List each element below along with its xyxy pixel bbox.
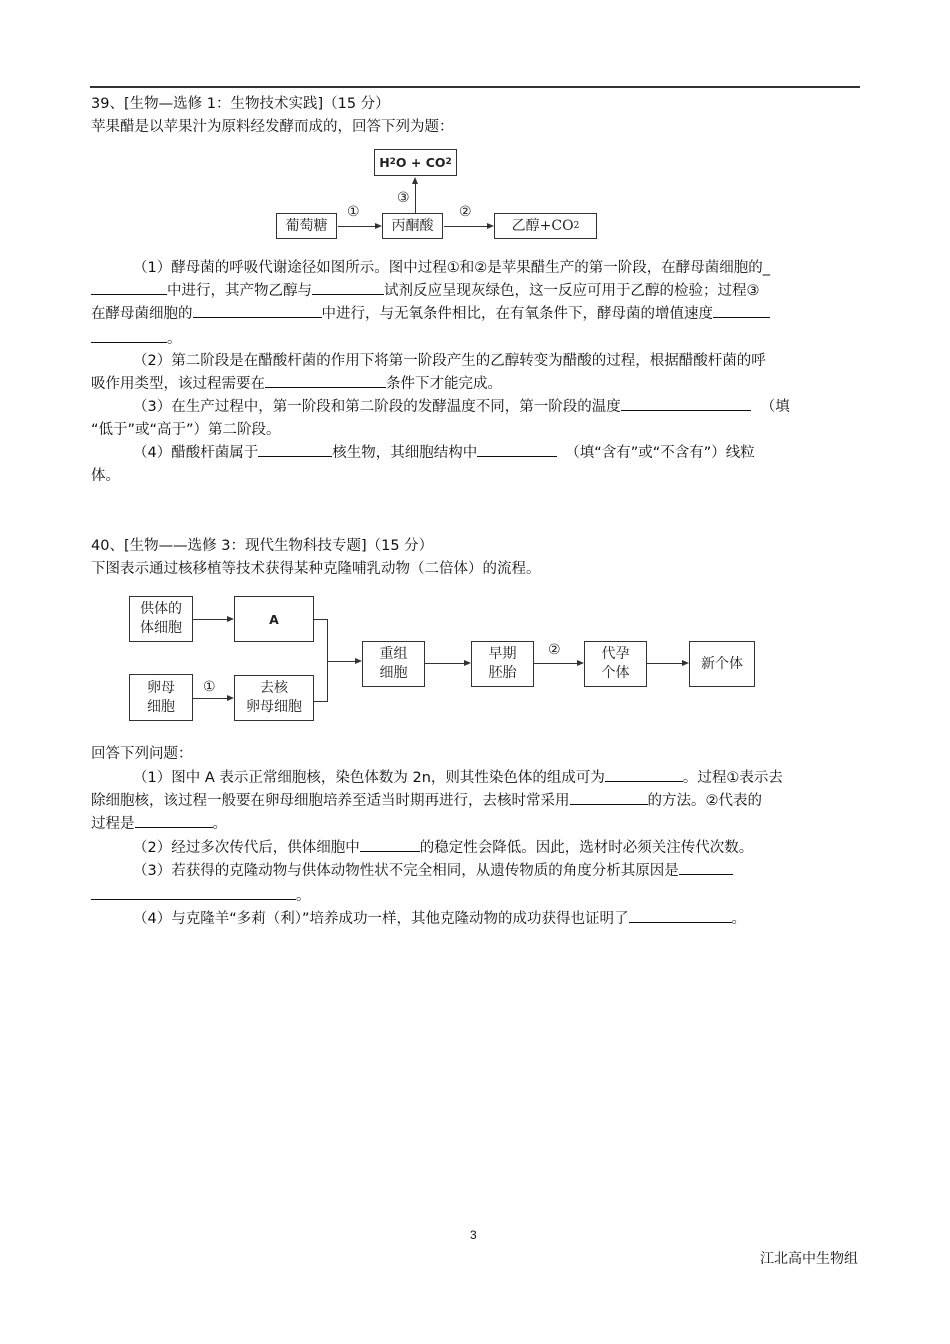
- oocyte-box: 卵母 细胞: [129, 674, 193, 721]
- answer-blank[interactable]: [477, 442, 557, 457]
- arrow-line-1: [338, 226, 375, 227]
- q39-p4-line1: （4）醋酸杆菌属于 核生物，其细胞结构中 （填“含有”或“不含有”）线粒: [133, 442, 755, 465]
- surrogate-box: 代孕 个体: [584, 641, 647, 687]
- footer-author: 江北高中生物组: [760, 1251, 858, 1267]
- arrow-line-donor: [193, 619, 227, 620]
- q39-p3-line1: （3）在生产过程中，第一阶段和第二阶段的发酵温度不同，第一阶段的温度 （填: [133, 396, 790, 419]
- q40-intro: 下图表示通过核移植等技术获得某种克隆哺乳动物（二倍体）的流程。: [91, 561, 541, 577]
- arrow-line-3: [415, 183, 416, 213]
- arrow-head-1: [375, 223, 382, 229]
- arrow-head-enucleate: [227, 695, 234, 701]
- q39-p2-line2: 吸作用类型，该过程需要在 条件下才能完成。: [91, 373, 502, 396]
- q40-p4: （4）与克隆羊“多莉（利）”培养成功一样，其他克隆动物的成功获得也证明了 。: [133, 908, 746, 931]
- ethanol-box: 乙醇+CO 2: [494, 213, 597, 239]
- q40-p1-line1: （1）图中 A 表示正常细胞核，染色体数为 2n，则其性染色体的组成可为 。过程①表示去: [133, 767, 783, 790]
- q40-answer-intro: 回答下列问题：: [91, 746, 193, 762]
- arrow-line-transfer: [534, 663, 577, 664]
- answer-blank[interactable]: [312, 280, 384, 295]
- merge-line-top: [314, 619, 327, 620]
- answer-blank[interactable]: [91, 280, 167, 295]
- arrow-line-merge: [327, 661, 355, 662]
- new-individual-box: 新个体: [689, 641, 755, 687]
- answer-blank[interactable]: [360, 837, 420, 852]
- q40-p3-line2: 。: [91, 885, 311, 908]
- arrow-head-birth: [682, 660, 689, 666]
- recombined-cell-box: 重组 细胞: [362, 641, 425, 687]
- arrow-head-2: [487, 223, 494, 229]
- answer-blank[interactable]: [570, 790, 648, 805]
- answer-blank[interactable]: [713, 303, 770, 318]
- answer-blank[interactable]: [91, 885, 296, 900]
- step1-label: ①: [347, 204, 360, 220]
- answer-blank[interactable]: [605, 767, 683, 782]
- q39-p2-line1: （2）第二阶段是在醋酸杆菌的作用下将第一阶段产生的乙醇转变为醋酸的过程，根据醋酸杆菌的呼: [133, 353, 766, 369]
- q39-p1-line4: 。: [91, 328, 182, 351]
- page-number: 3: [470, 1228, 477, 1242]
- q39-p4-line2: 体。: [91, 468, 120, 484]
- q40-step1-label: ①: [203, 679, 216, 695]
- arrow-head-transfer: [577, 660, 584, 666]
- q39-intro: 苹果醋是以苹果汁为原料经发酵而成的，回答下列为题：: [91, 119, 454, 135]
- answer-blank[interactable]: [135, 813, 213, 828]
- arrow-head-merge: [355, 658, 362, 664]
- arrow-line-enucleate: [193, 698, 227, 699]
- top-rule: [90, 86, 860, 88]
- q39-header: 39、[生物—选修 1：生物技术实践]（15 分）: [91, 96, 390, 112]
- answer-blank[interactable]: [193, 303, 322, 318]
- arrow-line-birth: [647, 663, 682, 664]
- q40-p1-line3: 过程是 。: [91, 813, 227, 836]
- q39-p1-line1: （1）酵母菌的呼吸代谢途径如图所示。图中过程①和②是苹果醋生产的第一阶段，在酵母菌细胞的_: [133, 260, 770, 276]
- merge-line-bottom: [314, 701, 327, 702]
- q40-p2: （2）经过多次传代后，供体细胞中 的稳定性会降低。因此，选材时必须关注传代次数。: [133, 837, 753, 860]
- answer-blank[interactable]: [621, 396, 751, 411]
- answer-blank[interactable]: [265, 373, 386, 388]
- arrow-head-3: [412, 177, 418, 184]
- aerobic-product-box: H 2 O + CO 2: [374, 149, 457, 176]
- answer-blank[interactable]: [258, 442, 332, 457]
- q40-step2-label: ②: [548, 642, 561, 658]
- arrow-head-culture: [464, 660, 471, 666]
- early-embryo-box: 早期 胚胎: [471, 641, 534, 687]
- step3-label: ③: [397, 190, 410, 206]
- nucleus-a-box: A: [234, 596, 314, 642]
- arrow-line-culture: [425, 663, 464, 664]
- q40-p1-line2: 除细胞核，该过程一般要在卵母细胞培养至适当时期再进行，去核时常采用 的方法。②代表的: [91, 790, 762, 813]
- q39-p1-line2: 中进行，其产物乙醇与 试剂反应呈现灰绿色，这一反应可用于乙醇的检验；过程③: [91, 280, 760, 303]
- q39-p1-line3: 在酵母菌细胞的 中进行，与无氧条件相比，在有氧条件下，酵母菌的增值速度: [91, 303, 770, 326]
- q40-p3-line1: （3）若获得的克隆动物与供体动物性状不完全相同，从遗传物质的角度分析其原因是: [133, 860, 733, 883]
- answer-blank[interactable]: [679, 860, 733, 875]
- step2-label: ②: [459, 204, 472, 220]
- glucose-box: 葡萄糖: [276, 213, 337, 239]
- answer-blank[interactable]: [629, 908, 732, 923]
- donor-cell-box: 供体的 体细胞: [129, 596, 193, 642]
- answer-blank[interactable]: [91, 328, 167, 343]
- arrow-head-donor: [227, 616, 234, 622]
- q40-header: 40、[生物——选修 3：现代生物科技专题]（15 分）: [91, 538, 434, 554]
- pyruvate-box: 丙酮酸: [382, 213, 443, 239]
- arrow-line-2: [444, 226, 487, 227]
- enucleated-oocyte-box: 去核 卵母细胞: [234, 675, 314, 721]
- q39-p3-line2: “低于”或“高于”）第二阶段。: [91, 422, 281, 438]
